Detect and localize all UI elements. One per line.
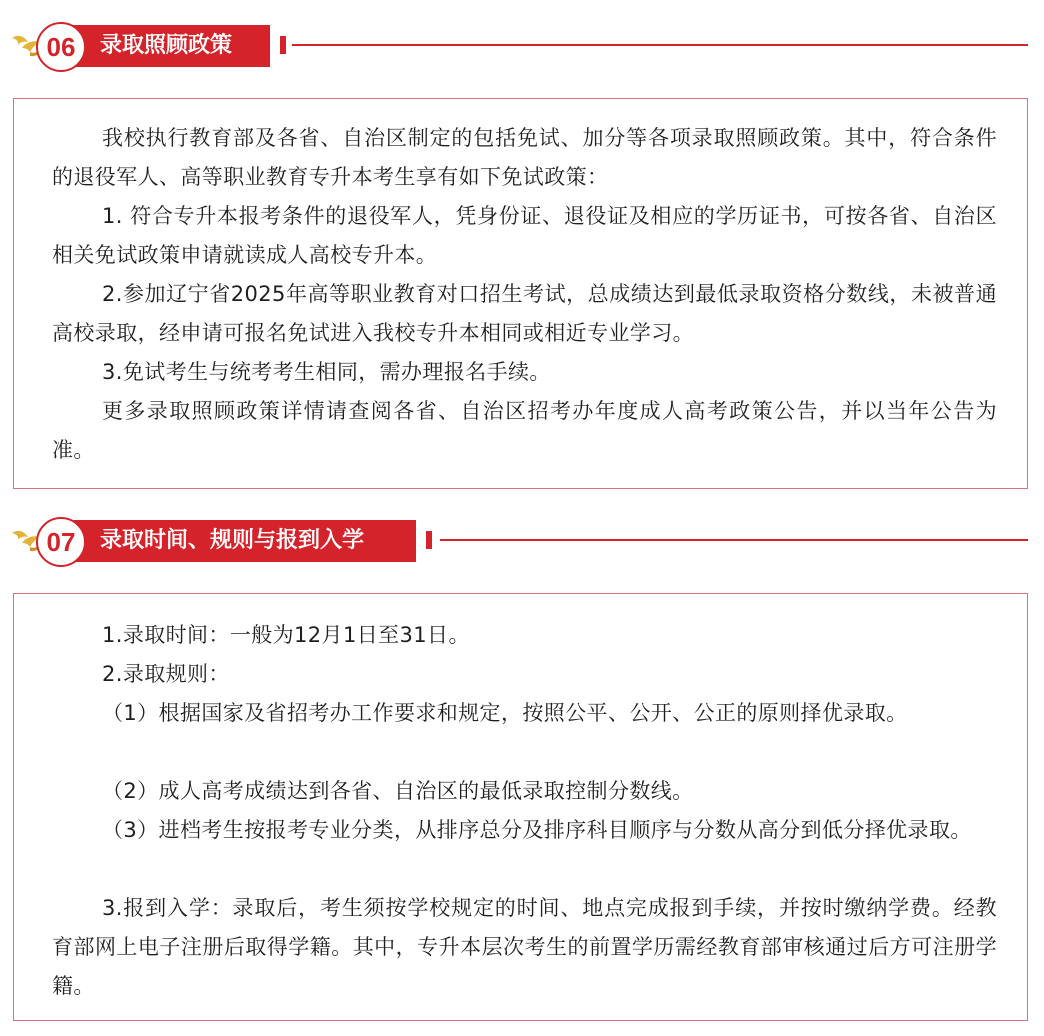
paragraph: 更多录取照顾政策详情请查阅各省、自治区招考办年度成人高考政策公告，并以当年公告为准。 xyxy=(52,399,997,462)
paragraph: （3）进档考生按报考专业分类，从排序总分及排序科目顺序与分数从高分到低分择优录取。 xyxy=(102,818,972,842)
section-number-badge: 06 xyxy=(36,22,86,72)
section-title: 录取照顾政策 xyxy=(70,25,270,67)
header-divider-line xyxy=(440,539,1028,541)
header-mark xyxy=(280,36,286,54)
paragraph: （1）根据国家及省招考办工作要求和规定，按照公平、公开、公正的原则择优录取。 xyxy=(102,701,908,725)
paragraph: 2.录取规则： xyxy=(102,662,230,686)
section-06-header xyxy=(0,18,1044,74)
section-06-content xyxy=(13,98,1028,489)
paragraph: 3.免试考生与统考考生相同，需办理报名手续。 xyxy=(102,360,551,384)
paragraph: 我校执行教育部及各省、自治区制定的包括免试、加分等各项录取照顾政策。其中，符合条件的退役军人、高等职业教育专升本考生享有如下免试政策： xyxy=(52,126,997,189)
paragraph: （2）成人高考成绩达到各省、自治区的最低录取控制分数线。 xyxy=(102,779,694,803)
header-mark xyxy=(426,531,432,549)
section-07-header xyxy=(0,513,1044,569)
paragraph: 3.报到入学：录取后，考生须按学校规定的时间、地点完成报到手续，并按时缴纳学费。经教育部网上电子注册后取得学籍。其中，专升本层次考生的前置学历需经教育部审核通过后方可注册学籍。 xyxy=(52,896,997,998)
section-number-badge: 07 xyxy=(36,517,86,567)
paragraph: 1. 符合专升本报考条件的退役军人，凭身份证、退役证及相应的学历证书，可按各省、自治区相关免试政策申请就读成人高校专升本。 xyxy=(52,204,997,267)
paragraph: 2.参加辽宁省2025年高等职业教育对口招生考试，总成绩达到最低录取资格分数线，未被普通高校录取，经申请可报名免试进入我校专升本相同或相近专业学习。 xyxy=(52,282,997,345)
paragraph: 1.录取时间：一般为12月1日至31日。 xyxy=(102,623,470,647)
header-divider-line xyxy=(292,44,1028,46)
section-07-content xyxy=(13,593,1028,1021)
section-title: 录取时间、规则与报到入学 xyxy=(70,520,416,562)
